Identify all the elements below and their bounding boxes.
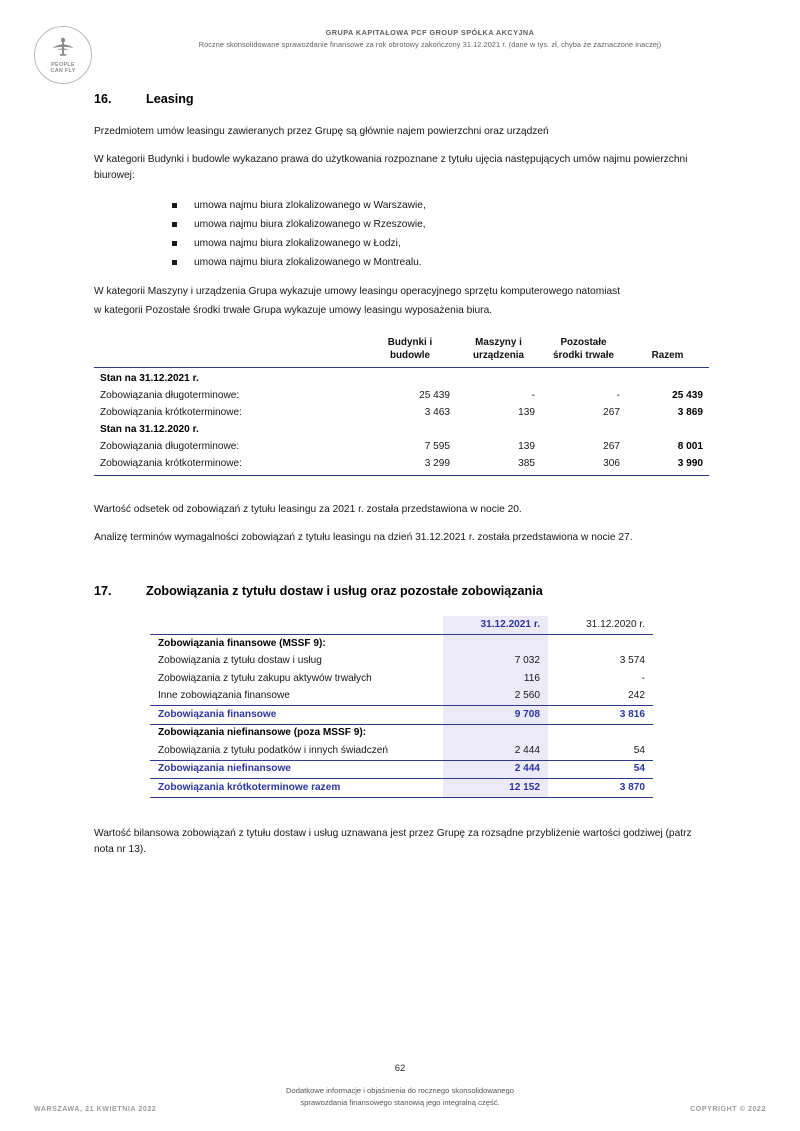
table-row (150, 653, 653, 671)
footer-note-line-2: sprawozdania finansowego stanowią jego integralną część. (300, 1097, 500, 1107)
footer-copyright: COPYRIGHT © 2022 (690, 1106, 766, 1113)
row-label: Zobowiązania niefinansowe (poza MSSF 9): (158, 727, 367, 738)
row-label: Zobowiązania długoterminowe: (100, 441, 240, 452)
row-label: Zobowiązania z tytułu zakupu aktywów trwałych (158, 672, 372, 684)
liab-col-2021: 31.12.2021 r. (443, 616, 548, 635)
cell: 7 595 (424, 441, 450, 452)
lease-col-total: Razem (651, 349, 684, 361)
section-16-paragraph-1: Przedmiotem umów leasingu zawieranych przez Grupę są głównie najem powierzchni oraz urządzeń (94, 126, 549, 137)
table-row (150, 724, 653, 742)
section-17-paragraph-1: Wartość bilansowa zobowiązań z tytułu dostaw i usług uznawana jest przez Grupę za rozsądne przybliżenie wartości godziwej (patrz nota nr 13). (94, 827, 692, 855)
logo-text-top: PEOPLE (51, 62, 75, 68)
section-16-paragraph-3: W kategorii Maszyny i urządzenia Grupa wykazuje umowy leasingu operacyjnego sprzętu komputerowego natomiast (94, 286, 621, 297)
cell: 139 (518, 407, 535, 418)
table-header-row (94, 337, 709, 368)
row-label: Zobowiązania krótkoterminowe razem (150, 779, 443, 798)
cell: 3 574 (619, 655, 645, 666)
cell (443, 635, 548, 653)
cell (548, 635, 653, 653)
section-16-paragraph-5: Wartość odsetek od zobowiązań z tytułu leasingu za 2021 r. została przedstawiona w nocie 20. (94, 504, 522, 515)
cell: 54 (548, 742, 653, 760)
cell: 2 560 (443, 688, 548, 706)
section-17-number: 17. (94, 584, 112, 598)
cell (443, 724, 548, 742)
lease-group-label-2021: Stan na 31.12.2021 r. (94, 368, 364, 388)
lease-agreements-list (94, 196, 709, 272)
row-label: Zobowiązania finansowe (MSSF 9): (158, 637, 326, 649)
row-label: Zobowiązania długoterminowe: (100, 390, 240, 401)
row-label: Inne zobowiązania finansowe (150, 688, 443, 706)
cell (548, 724, 653, 742)
page-header (0, 22, 800, 80)
cell: - (641, 672, 645, 684)
cell: 2 444 (443, 742, 548, 760)
liab-col-label (150, 616, 443, 635)
list-item: umowa najmu biura zlokalizowanego w Łodzi, (172, 234, 709, 253)
cell: 3 816 (548, 706, 653, 725)
document-body (94, 92, 709, 870)
row-label: Zobowiązania niefinansowe (150, 760, 443, 779)
list-item: umowa najmu biura zlokalizowanego w Montrealu. (172, 253, 709, 272)
section-17-heading (94, 584, 709, 598)
table-row (94, 368, 709, 388)
cell: 139 (518, 441, 535, 452)
cell: - (616, 390, 620, 401)
section-16-number: 16. (94, 92, 112, 106)
cell: 25 439 (672, 390, 703, 401)
cell: 2 444 (443, 760, 548, 779)
cell: - (531, 390, 535, 401)
cell: 7 032 (443, 653, 548, 671)
cell: 3 990 (677, 458, 703, 469)
list-item: umowa najmu biura zlokalizowanego w Rzeszowie, (172, 215, 709, 234)
footer-note-line-1: Dodatkowe informacje i objaśnienia do rocznego skonsolidowanego (286, 1086, 514, 1095)
header-subtitle: Roczne skonsolidowane sprawozdanie finansowe za rok obrotowy zakończony 31.12.2021 r. (dane w tys. zł, chyba że zaznaczone inaczej) (198, 40, 662, 49)
table-row (94, 388, 709, 405)
header-company-name: GRUPA KAPITAŁOWA PCF GROUP SPÓŁKA AKCYJNA (325, 28, 535, 37)
cell: 54 (548, 760, 653, 779)
cell: 242 (548, 688, 653, 706)
row-label: Zobowiązania krótkoterminowe: (100, 407, 242, 418)
table-row (94, 405, 709, 422)
table-row (150, 635, 653, 653)
table-row (94, 439, 709, 456)
list-item: umowa najmu biura zlokalizowanego w Warszawie, (172, 196, 709, 215)
section-16-paragraph-6: Analizę terminów wymagalności zobowiązań z tytułu leasingu na dzień 31.12.2021 r. została przedstawiona w nocie 27. (94, 532, 633, 543)
page-number: 62 (394, 1062, 406, 1073)
table-row (94, 422, 709, 439)
lease-group-label-2020: Stan na 31.12.2020 r. (100, 424, 199, 435)
table-row (94, 456, 709, 476)
lease-col-buildings: Budynki i budowle (387, 337, 433, 361)
lease-col-label (94, 337, 364, 368)
cell: 267 (603, 441, 620, 452)
cell: 3 869 (677, 407, 703, 418)
cell: 306 (603, 458, 620, 469)
header-text-block (120, 28, 740, 49)
table-header-row (150, 616, 653, 635)
section-17-title: Zobowiązania z tytułu dostaw i usług oraz pozostałe zobowiązania (146, 584, 543, 598)
row-label: Zobowiązania z tytułu podatków i innych świadczeń (150, 742, 443, 760)
footer-place-date: WARSZAWA, 21 KWIETNIA 2022 (34, 1106, 157, 1113)
footer-note (0, 1085, 800, 1108)
lease-table (94, 337, 709, 476)
cell: 267 (603, 407, 620, 418)
cell: 9 708 (443, 706, 548, 725)
lease-col-machines: Maszyny i urządzenia (472, 337, 525, 361)
table-row (150, 688, 653, 706)
cell: 3 299 (424, 458, 450, 469)
cell: 3 870 (548, 779, 653, 798)
company-logo (34, 26, 92, 84)
cell: 385 (518, 458, 535, 469)
liabilities-table (150, 616, 653, 798)
cell: 116 (443, 670, 548, 688)
table-row (150, 742, 653, 760)
row-label: Zobowiązania finansowe (150, 706, 443, 725)
row-label: Zobowiązania krótkoterminowe: (100, 458, 242, 469)
cell: 25 439 (419, 390, 450, 401)
liab-col-2020: 31.12.2020 r. (548, 616, 653, 635)
section-16-title: Leasing (146, 92, 194, 106)
section-16-paragraph-4: w kategorii Pozostałe środki trwałe Grupa wykazuje umowy leasingu wyposażenia biura. (94, 305, 493, 316)
section-16-paragraph-2: W kategorii Budynki i budowle wykazano prawa do użytkowania rozpoznane z tytułu ujęcia następujących umów najmu powierzchni biurowej: (94, 154, 688, 181)
table-row (150, 706, 653, 725)
cell: 8 001 (677, 441, 703, 452)
table-row (150, 779, 653, 798)
table-row (150, 760, 653, 779)
logo-text-bottom: CAN FLY (50, 68, 76, 74)
section-16-heading (94, 92, 709, 106)
row-label: Zobowiązania z tytułu dostaw i usług (158, 655, 322, 666)
cell: 3 463 (424, 407, 450, 418)
cell: 12 152 (443, 779, 548, 798)
table-row (150, 670, 653, 688)
lease-col-other: Pozostałe środki trwałe (553, 337, 614, 361)
